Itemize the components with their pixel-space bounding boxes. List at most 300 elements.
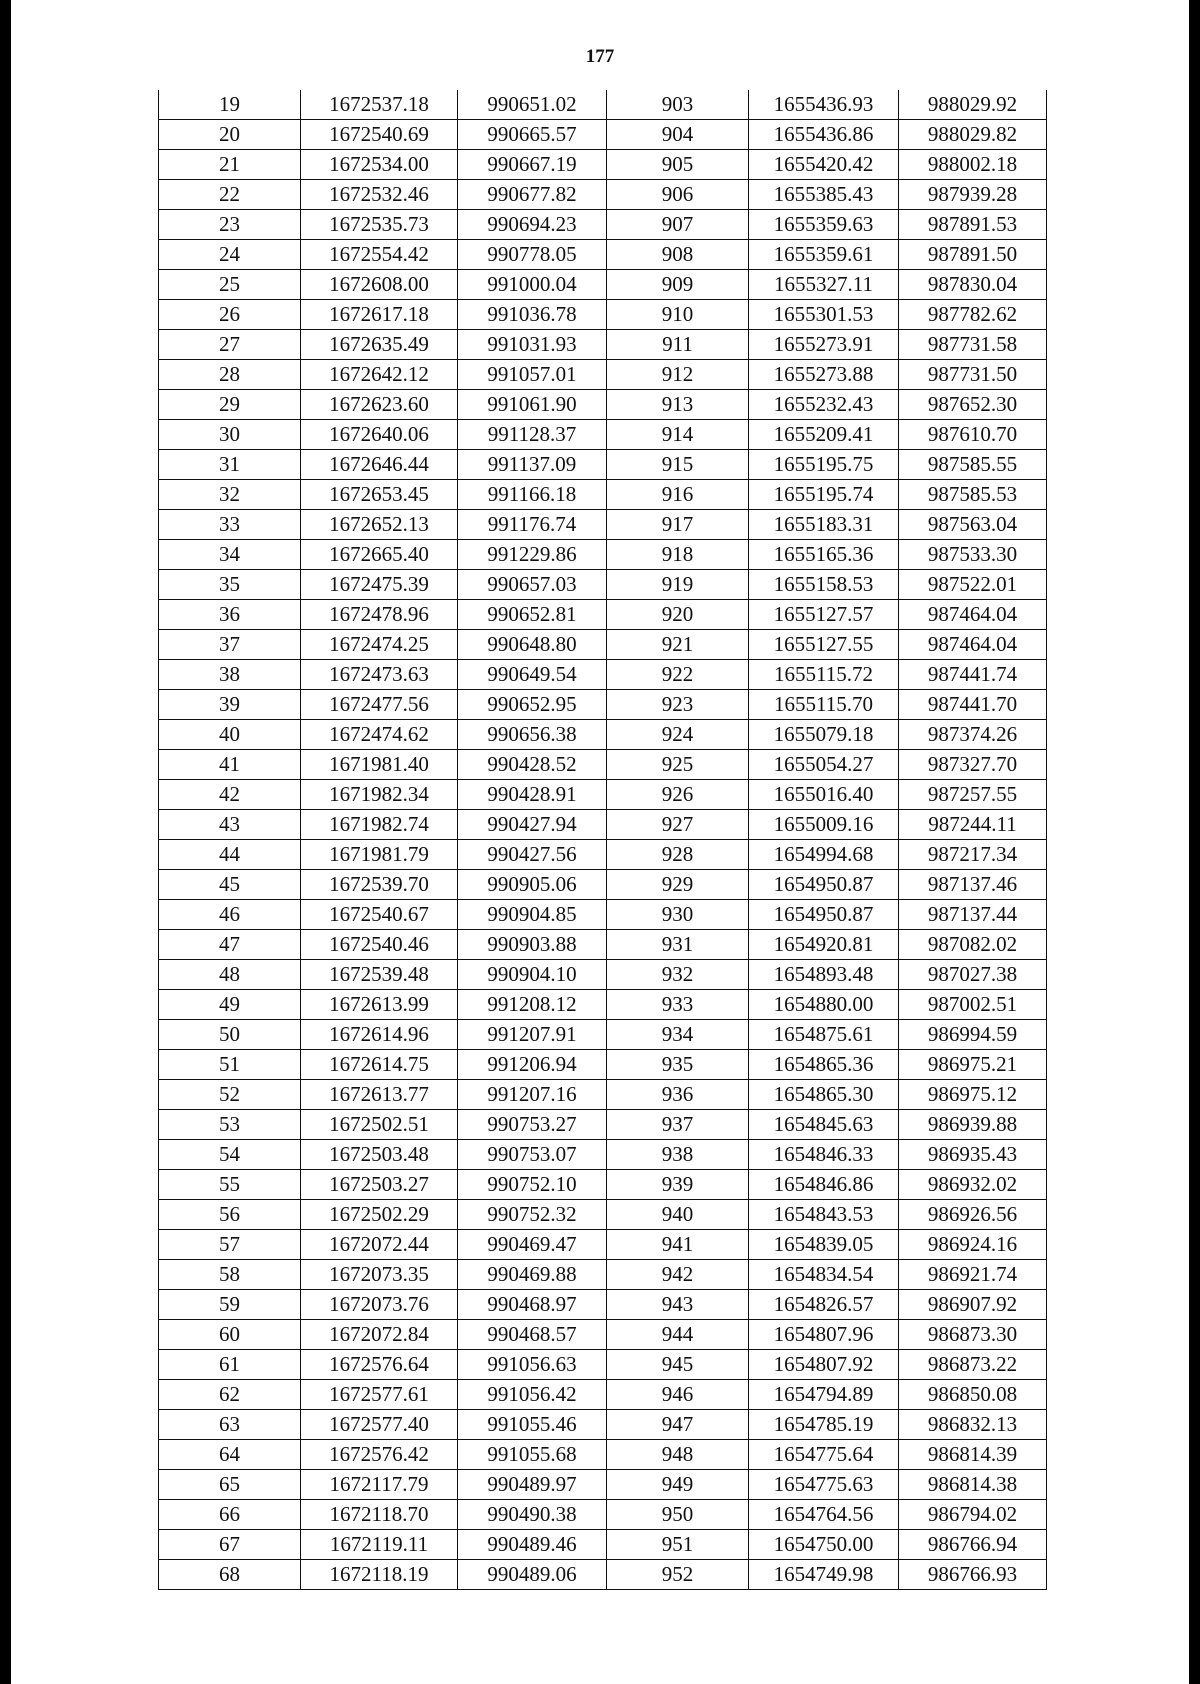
table-row [159,930,1047,960]
x-coordinate-cell: 1672502.29 [301,1200,458,1230]
y-coordinate-cell: 987891.50 [899,240,1047,270]
table-row [159,150,1047,180]
y-coordinate-cell: 986939.88 [899,1110,1047,1140]
scan-border-left [0,0,11,1684]
y-coordinate-cell: 991055.68 [458,1440,607,1470]
x-coordinate-cell: 1672617.18 [301,300,458,330]
x-coordinate-cell: 1672614.96 [301,1020,458,1050]
y-coordinate-cell: 990468.97 [458,1290,607,1320]
y-coordinate-cell: 987137.46 [899,870,1047,900]
x-coordinate-cell: 1672532.46 [301,180,458,210]
y-coordinate-cell: 990752.10 [458,1170,607,1200]
point-number-cell: 934 [607,1020,749,1050]
point-number-cell: 30 [159,420,301,450]
table-row [159,270,1047,300]
point-number-cell: 52 [159,1080,301,1110]
point-number-cell: 24 [159,240,301,270]
table-row [159,630,1047,660]
point-number-cell: 930 [607,900,749,930]
table-row [159,300,1047,330]
x-coordinate-cell: 1654749.98 [749,1560,899,1590]
table-row [159,1110,1047,1140]
point-number-cell: 938 [607,1140,749,1170]
y-coordinate-cell: 990905.06 [458,870,607,900]
y-coordinate-cell: 987731.58 [899,330,1047,360]
table-row [159,1200,1047,1230]
x-coordinate-cell: 1672540.67 [301,900,458,930]
table-row [159,1080,1047,1110]
point-number-cell: 946 [607,1380,749,1410]
x-coordinate-cell: 1672073.76 [301,1290,458,1320]
x-coordinate-cell: 1654794.89 [749,1380,899,1410]
point-number-cell: 913 [607,390,749,420]
point-number-cell: 919 [607,570,749,600]
table-row [159,330,1047,360]
y-coordinate-cell: 991207.91 [458,1020,607,1050]
y-coordinate-cell: 991056.63 [458,1350,607,1380]
point-number-cell: 27 [159,330,301,360]
table-row [159,480,1047,510]
x-coordinate-cell: 1672073.35 [301,1260,458,1290]
table-row [159,390,1047,420]
table-row [159,1380,1047,1410]
x-coordinate-cell: 1672577.40 [301,1410,458,1440]
y-coordinate-cell: 990489.06 [458,1560,607,1590]
table-row [159,180,1047,210]
point-number-cell: 66 [159,1500,301,1530]
table-row [159,450,1047,480]
x-coordinate-cell: 1655359.61 [749,240,899,270]
table-row [159,1050,1047,1080]
y-coordinate-cell: 991206.94 [458,1050,607,1080]
point-number-cell: 34 [159,540,301,570]
table-row [159,720,1047,750]
point-number-cell: 47 [159,930,301,960]
y-coordinate-cell: 986994.59 [899,1020,1047,1050]
y-coordinate-cell: 987027.38 [899,960,1047,990]
x-coordinate-cell: 1655183.31 [749,510,899,540]
x-coordinate-cell: 1672665.40 [301,540,458,570]
y-coordinate-cell: 990778.05 [458,240,607,270]
point-number-cell: 39 [159,690,301,720]
y-coordinate-cell: 990427.94 [458,810,607,840]
y-coordinate-cell: 988029.82 [899,120,1047,150]
table-row [159,990,1047,1020]
point-number-cell: 931 [607,930,749,960]
x-coordinate-cell: 1672642.12 [301,360,458,390]
x-coordinate-cell: 1672554.42 [301,240,458,270]
point-number-cell: 67 [159,1530,301,1560]
x-coordinate-cell: 1672119.11 [301,1530,458,1560]
y-coordinate-cell: 988029.92 [899,90,1047,120]
x-coordinate-cell: 1672635.49 [301,330,458,360]
point-number-cell: 55 [159,1170,301,1200]
point-number-cell: 26 [159,300,301,330]
x-coordinate-cell: 1655195.75 [749,450,899,480]
y-coordinate-cell: 990694.23 [458,210,607,240]
y-coordinate-cell: 987464.04 [899,600,1047,630]
point-number-cell: 943 [607,1290,749,1320]
x-coordinate-cell: 1672613.99 [301,990,458,1020]
y-coordinate-cell: 991166.18 [458,480,607,510]
y-coordinate-cell: 987374.26 [899,720,1047,750]
point-number-cell: 915 [607,450,749,480]
y-coordinate-cell: 987464.04 [899,630,1047,660]
table-row [159,1230,1047,1260]
point-number-cell: 32 [159,480,301,510]
x-coordinate-cell: 1654893.48 [749,960,899,990]
point-number-cell: 928 [607,840,749,870]
table-row [159,870,1047,900]
x-coordinate-cell: 1654826.57 [749,1290,899,1320]
y-coordinate-cell: 986935.43 [899,1140,1047,1170]
table-row [159,1410,1047,1440]
x-coordinate-cell: 1672503.48 [301,1140,458,1170]
coordinates-table-body [159,90,1047,1590]
x-coordinate-cell: 1672537.18 [301,90,458,120]
x-coordinate-cell: 1672653.45 [301,480,458,510]
x-coordinate-cell: 1654834.54 [749,1260,899,1290]
y-coordinate-cell: 986924.16 [899,1230,1047,1260]
y-coordinate-cell: 986832.13 [899,1410,1047,1440]
point-number-cell: 912 [607,360,749,390]
y-coordinate-cell: 990903.88 [458,930,607,960]
point-number-cell: 46 [159,900,301,930]
y-coordinate-cell: 990652.95 [458,690,607,720]
point-number-cell: 926 [607,780,749,810]
point-number-cell: 925 [607,750,749,780]
x-coordinate-cell: 1655436.93 [749,90,899,120]
y-coordinate-cell: 991128.37 [458,420,607,450]
point-number-cell: 918 [607,540,749,570]
x-coordinate-cell: 1655327.11 [749,270,899,300]
x-coordinate-cell: 1672072.84 [301,1320,458,1350]
table-row [159,240,1047,270]
table-row [159,1260,1047,1290]
x-coordinate-cell: 1655359.63 [749,210,899,240]
point-number-cell: 905 [607,150,749,180]
point-number-cell: 927 [607,810,749,840]
x-coordinate-cell: 1655165.36 [749,540,899,570]
y-coordinate-cell: 990428.52 [458,750,607,780]
y-coordinate-cell: 990752.32 [458,1200,607,1230]
y-coordinate-cell: 987257.55 [899,780,1047,810]
y-coordinate-cell: 990651.02 [458,90,607,120]
point-number-cell: 49 [159,990,301,1020]
y-coordinate-cell: 991055.46 [458,1410,607,1440]
y-coordinate-cell: 987585.55 [899,450,1047,480]
x-coordinate-cell: 1654846.33 [749,1140,899,1170]
point-number-cell: 28 [159,360,301,390]
table-row [159,1350,1047,1380]
y-coordinate-cell: 987327.70 [899,750,1047,780]
table-row [159,660,1047,690]
y-coordinate-cell: 987830.04 [899,270,1047,300]
table-row [159,1140,1047,1170]
point-number-cell: 62 [159,1380,301,1410]
point-number-cell: 31 [159,450,301,480]
y-coordinate-cell: 987731.50 [899,360,1047,390]
x-coordinate-cell: 1655273.91 [749,330,899,360]
table-row [159,600,1047,630]
point-number-cell: 908 [607,240,749,270]
point-number-cell: 60 [159,1320,301,1350]
point-number-cell: 933 [607,990,749,1020]
table-row [159,1560,1047,1590]
y-coordinate-cell: 991208.12 [458,990,607,1020]
y-coordinate-cell: 987563.04 [899,510,1047,540]
coordinates-table [158,90,1047,1590]
y-coordinate-cell: 991137.09 [458,450,607,480]
y-coordinate-cell: 990648.80 [458,630,607,660]
point-number-cell: 909 [607,270,749,300]
y-coordinate-cell: 991031.93 [458,330,607,360]
x-coordinate-cell: 1655232.43 [749,390,899,420]
point-number-cell: 61 [159,1350,301,1380]
x-coordinate-cell: 1654865.36 [749,1050,899,1080]
y-coordinate-cell: 987441.70 [899,690,1047,720]
x-coordinate-cell: 1672576.64 [301,1350,458,1380]
x-coordinate-cell: 1654845.63 [749,1110,899,1140]
y-coordinate-cell: 991056.42 [458,1380,607,1410]
y-coordinate-cell: 986907.92 [899,1290,1047,1320]
point-number-cell: 33 [159,510,301,540]
point-number-cell: 936 [607,1080,749,1110]
y-coordinate-cell: 990649.54 [458,660,607,690]
x-coordinate-cell: 1672477.56 [301,690,458,720]
x-coordinate-cell: 1671982.34 [301,780,458,810]
x-coordinate-cell: 1672534.00 [301,150,458,180]
table-row [159,1020,1047,1050]
table-row [159,1170,1047,1200]
point-number-cell: 903 [607,90,749,120]
point-number-cell: 48 [159,960,301,990]
table-row [159,960,1047,990]
x-coordinate-cell: 1672539.70 [301,870,458,900]
point-number-cell: 907 [607,210,749,240]
y-coordinate-cell: 990468.57 [458,1320,607,1350]
x-coordinate-cell: 1672503.27 [301,1170,458,1200]
table-row [159,120,1047,150]
table-row [159,1320,1047,1350]
point-number-cell: 54 [159,1140,301,1170]
y-coordinate-cell: 986873.30 [899,1320,1047,1350]
x-coordinate-cell: 1654775.64 [749,1440,899,1470]
x-coordinate-cell: 1672576.42 [301,1440,458,1470]
y-coordinate-cell: 990490.38 [458,1500,607,1530]
y-coordinate-cell: 990904.85 [458,900,607,930]
point-number-cell: 68 [159,1560,301,1590]
point-number-cell: 45 [159,870,301,900]
x-coordinate-cell: 1654950.87 [749,900,899,930]
table-row [159,90,1047,120]
y-coordinate-cell: 987652.30 [899,390,1047,420]
y-coordinate-cell: 991036.78 [458,300,607,330]
point-number-cell: 58 [159,1260,301,1290]
x-coordinate-cell: 1654750.00 [749,1530,899,1560]
point-number-cell: 64 [159,1440,301,1470]
point-number-cell: 36 [159,600,301,630]
y-coordinate-cell: 988002.18 [899,150,1047,180]
y-coordinate-cell: 990427.56 [458,840,607,870]
point-number-cell: 922 [607,660,749,690]
y-coordinate-cell: 986794.02 [899,1500,1047,1530]
y-coordinate-cell: 987082.02 [899,930,1047,960]
point-number-cell: 42 [159,780,301,810]
y-coordinate-cell: 991229.86 [458,540,607,570]
table-row [159,570,1047,600]
x-coordinate-cell: 1654846.86 [749,1170,899,1200]
x-coordinate-cell: 1672502.51 [301,1110,458,1140]
y-coordinate-cell: 987891.53 [899,210,1047,240]
point-number-cell: 951 [607,1530,749,1560]
point-number-cell: 921 [607,630,749,660]
x-coordinate-cell: 1672623.60 [301,390,458,420]
x-coordinate-cell: 1672117.79 [301,1470,458,1500]
y-coordinate-cell: 987939.28 [899,180,1047,210]
x-coordinate-cell: 1655209.41 [749,420,899,450]
x-coordinate-cell: 1655054.27 [749,750,899,780]
x-coordinate-cell: 1655195.74 [749,480,899,510]
y-coordinate-cell: 986766.93 [899,1560,1047,1590]
table-row [159,360,1047,390]
point-number-cell: 911 [607,330,749,360]
point-number-cell: 935 [607,1050,749,1080]
y-coordinate-cell: 987522.01 [899,570,1047,600]
y-coordinate-cell: 987002.51 [899,990,1047,1020]
point-number-cell: 945 [607,1350,749,1380]
point-number-cell: 917 [607,510,749,540]
table-row [159,1500,1047,1530]
y-coordinate-cell: 986850.08 [899,1380,1047,1410]
point-number-cell: 937 [607,1110,749,1140]
y-coordinate-cell: 986975.12 [899,1080,1047,1110]
x-coordinate-cell: 1672535.73 [301,210,458,240]
table-row [159,510,1047,540]
point-number-cell: 929 [607,870,749,900]
point-number-cell: 940 [607,1200,749,1230]
point-number-cell: 65 [159,1470,301,1500]
x-coordinate-cell: 1672118.70 [301,1500,458,1530]
point-number-cell: 59 [159,1290,301,1320]
table-row [159,1440,1047,1470]
x-coordinate-cell: 1672640.06 [301,420,458,450]
x-coordinate-cell: 1654865.30 [749,1080,899,1110]
point-number-cell: 40 [159,720,301,750]
x-coordinate-cell: 1655436.86 [749,120,899,150]
y-coordinate-cell: 990656.38 [458,720,607,750]
x-coordinate-cell: 1672539.48 [301,960,458,990]
table-row [159,840,1047,870]
table-row [159,900,1047,930]
y-coordinate-cell: 991176.74 [458,510,607,540]
point-number-cell: 947 [607,1410,749,1440]
x-coordinate-cell: 1655115.72 [749,660,899,690]
point-number-cell: 914 [607,420,749,450]
x-coordinate-cell: 1672474.62 [301,720,458,750]
scan-border-right [1189,0,1200,1684]
point-number-cell: 952 [607,1560,749,1590]
x-coordinate-cell: 1672613.77 [301,1080,458,1110]
point-number-cell: 916 [607,480,749,510]
x-coordinate-cell: 1655079.18 [749,720,899,750]
y-coordinate-cell: 990753.27 [458,1110,607,1140]
point-number-cell: 948 [607,1440,749,1470]
point-number-cell: 21 [159,150,301,180]
point-number-cell: 53 [159,1110,301,1140]
x-coordinate-cell: 1672614.75 [301,1050,458,1080]
x-coordinate-cell: 1655273.88 [749,360,899,390]
x-coordinate-cell: 1655009.16 [749,810,899,840]
x-coordinate-cell: 1655115.70 [749,690,899,720]
point-number-cell: 63 [159,1410,301,1440]
point-number-cell: 950 [607,1500,749,1530]
table-row [159,690,1047,720]
y-coordinate-cell: 986766.94 [899,1530,1047,1560]
x-coordinate-cell: 1655127.55 [749,630,899,660]
point-number-cell: 22 [159,180,301,210]
x-coordinate-cell: 1672540.69 [301,120,458,150]
y-coordinate-cell: 986814.38 [899,1470,1047,1500]
y-coordinate-cell: 987782.62 [899,300,1047,330]
point-number-cell: 43 [159,810,301,840]
point-number-cell: 924 [607,720,749,750]
y-coordinate-cell: 986926.56 [899,1200,1047,1230]
x-coordinate-cell: 1655385.43 [749,180,899,210]
point-number-cell: 44 [159,840,301,870]
x-coordinate-cell: 1654807.96 [749,1320,899,1350]
y-coordinate-cell: 990652.81 [458,600,607,630]
x-coordinate-cell: 1654875.61 [749,1020,899,1050]
x-coordinate-cell: 1672577.61 [301,1380,458,1410]
y-coordinate-cell: 986921.74 [899,1260,1047,1290]
point-number-cell: 939 [607,1170,749,1200]
point-number-cell: 25 [159,270,301,300]
table-row [159,420,1047,450]
table-row [159,210,1047,240]
x-coordinate-cell: 1654775.63 [749,1470,899,1500]
point-number-cell: 920 [607,600,749,630]
x-coordinate-cell: 1671981.40 [301,750,458,780]
x-coordinate-cell: 1654764.56 [749,1500,899,1530]
x-coordinate-cell: 1671981.79 [301,840,458,870]
table-row [159,1290,1047,1320]
y-coordinate-cell: 990657.03 [458,570,607,600]
table-row [159,1470,1047,1500]
point-number-cell: 35 [159,570,301,600]
x-coordinate-cell: 1672540.46 [301,930,458,960]
point-number-cell: 50 [159,1020,301,1050]
y-coordinate-cell: 990469.88 [458,1260,607,1290]
y-coordinate-cell: 986873.22 [899,1350,1047,1380]
y-coordinate-cell: 991000.04 [458,270,607,300]
x-coordinate-cell: 1655420.42 [749,150,899,180]
point-number-cell: 949 [607,1470,749,1500]
table-row [159,780,1047,810]
y-coordinate-cell: 991207.16 [458,1080,607,1110]
x-coordinate-cell: 1672118.19 [301,1560,458,1590]
y-coordinate-cell: 990677.82 [458,180,607,210]
y-coordinate-cell: 990469.47 [458,1230,607,1260]
x-coordinate-cell: 1672646.44 [301,450,458,480]
x-coordinate-cell: 1654843.53 [749,1200,899,1230]
x-coordinate-cell: 1672478.96 [301,600,458,630]
table-row [159,810,1047,840]
point-number-cell: 941 [607,1230,749,1260]
y-coordinate-cell: 987244.11 [899,810,1047,840]
y-coordinate-cell: 986975.21 [899,1050,1047,1080]
point-number-cell: 41 [159,750,301,780]
